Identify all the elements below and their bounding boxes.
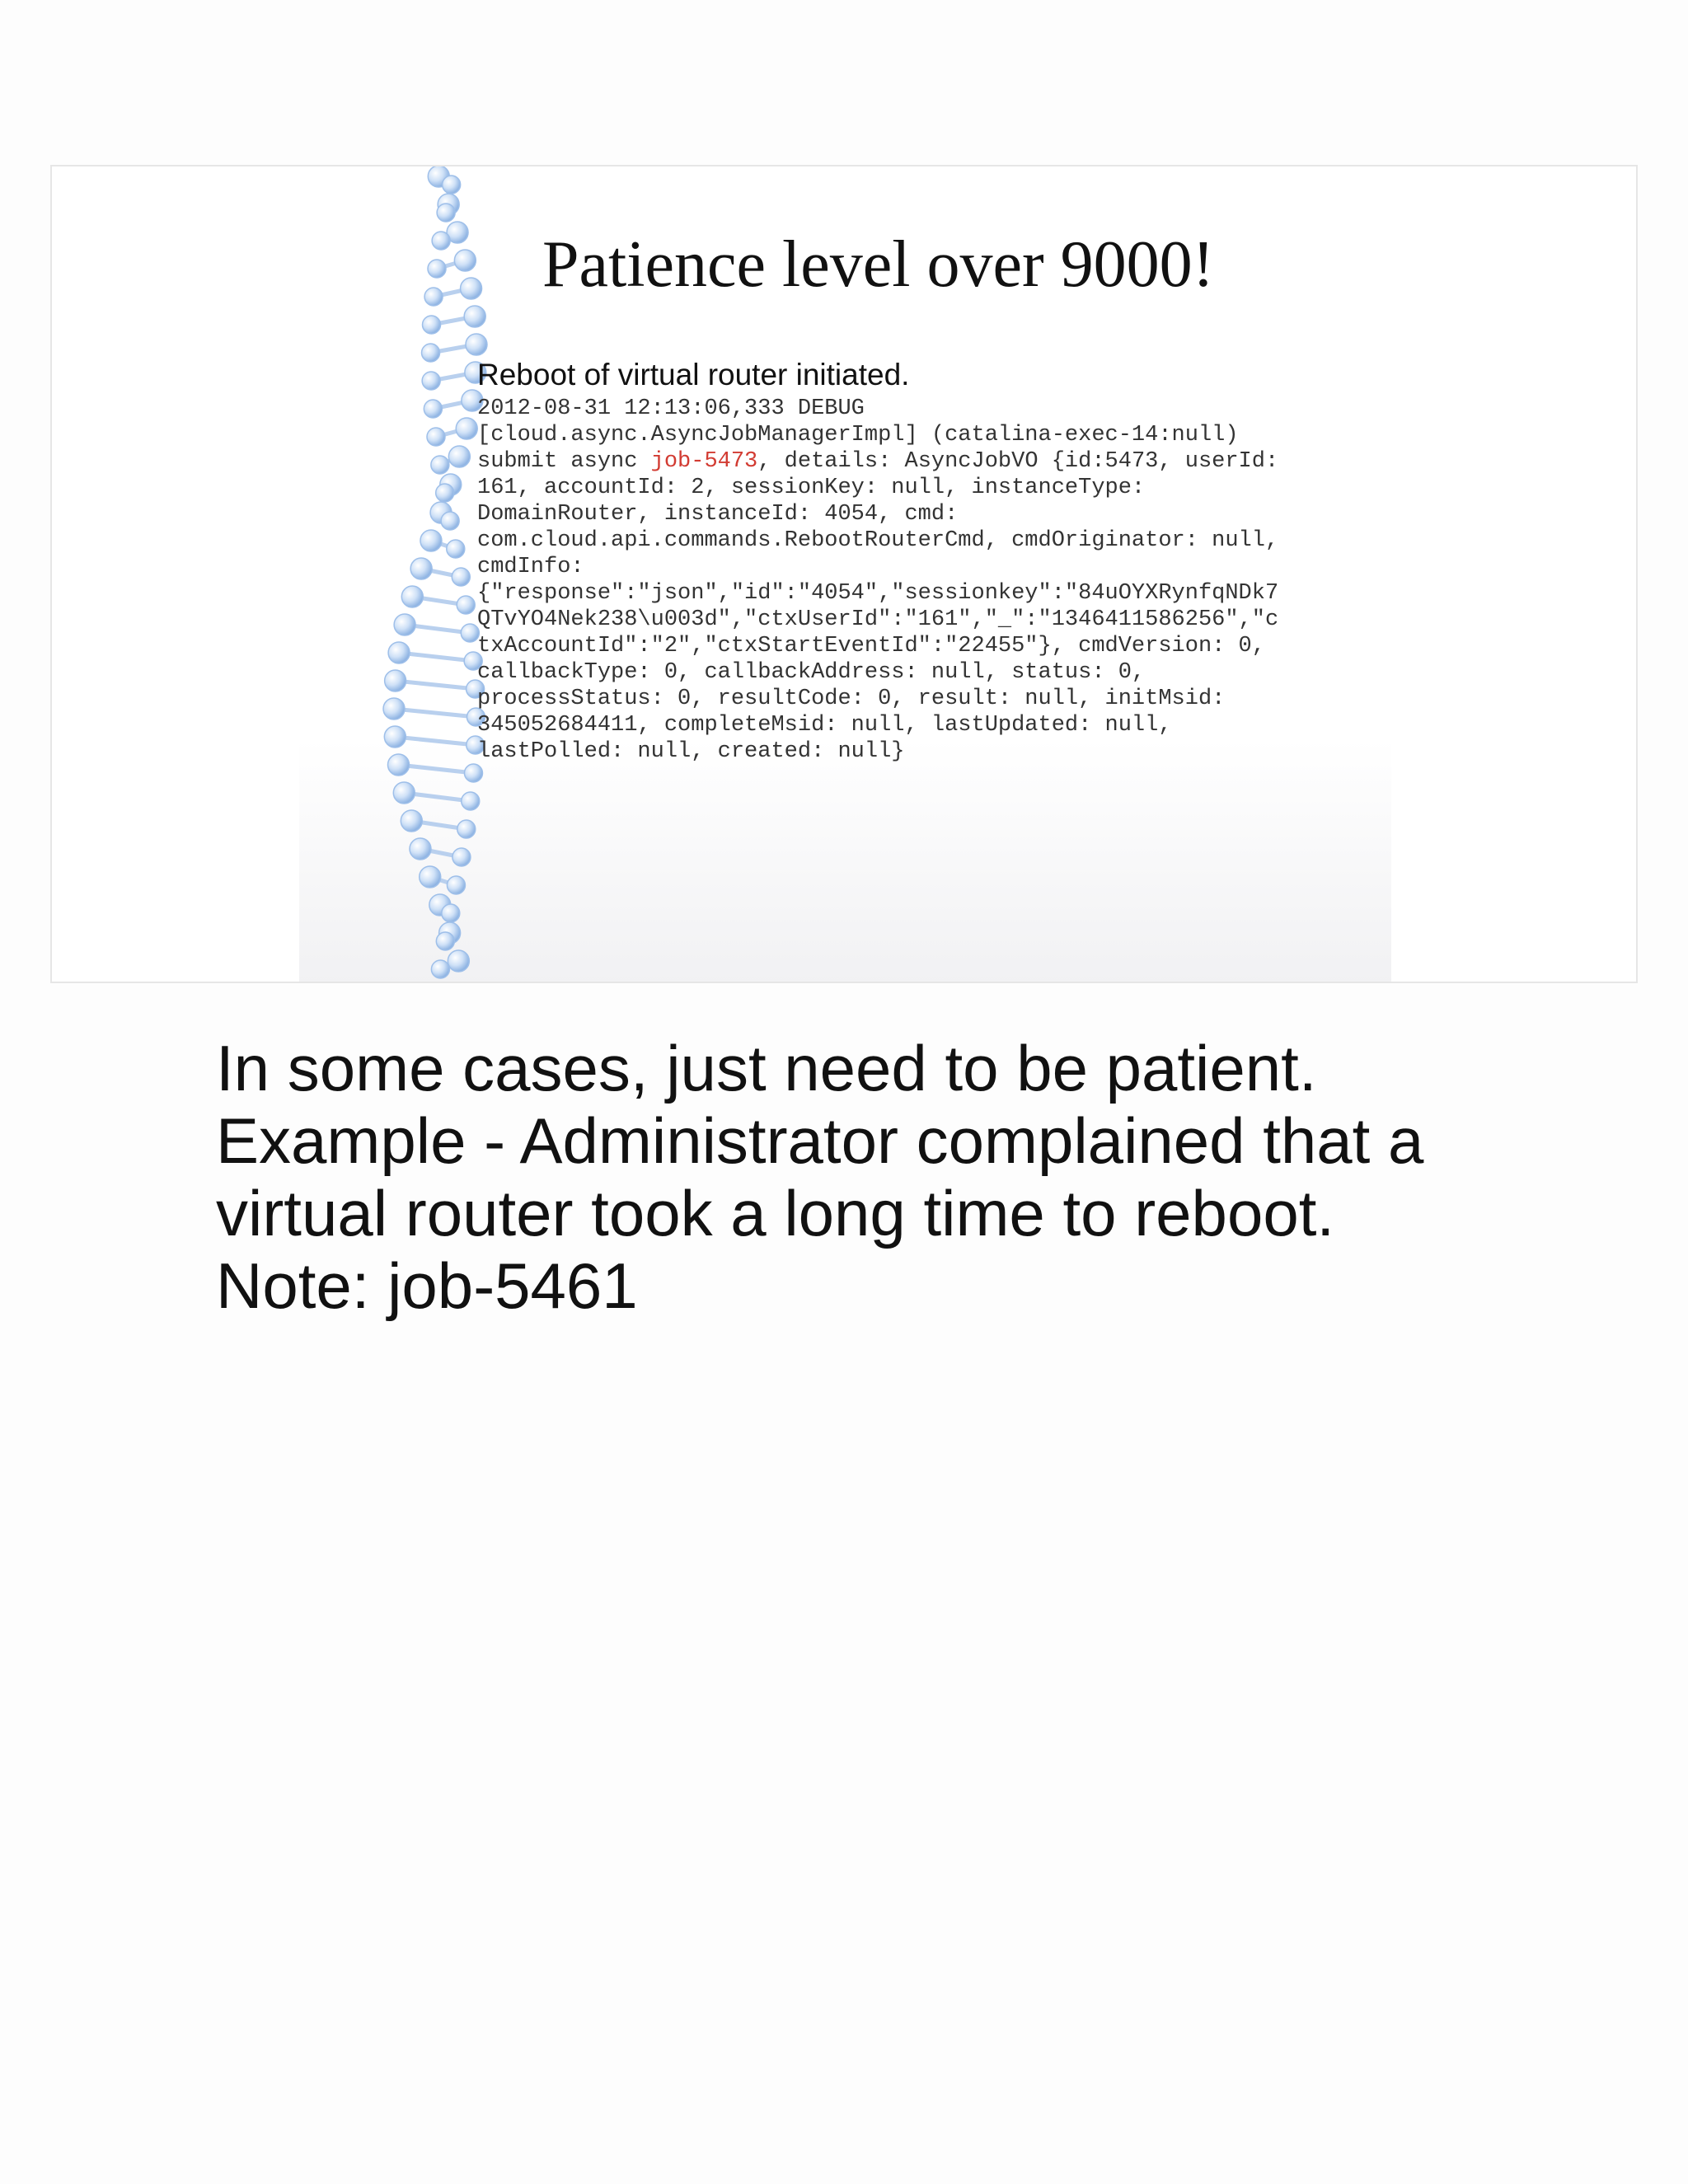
helix-node bbox=[437, 204, 455, 222]
helix-node bbox=[388, 642, 410, 663]
slide bbox=[50, 165, 1638, 983]
helix-node bbox=[466, 334, 487, 355]
helix-rung bbox=[396, 681, 476, 689]
helix-node bbox=[441, 512, 459, 530]
helix-node bbox=[456, 418, 477, 439]
helix-node bbox=[427, 428, 445, 446]
notes-line: Note: job-5461 bbox=[216, 1249, 638, 1322]
debug-log-block bbox=[477, 396, 1417, 765]
helix-node bbox=[401, 586, 423, 607]
log-line bbox=[477, 449, 1278, 474]
helix-node bbox=[424, 400, 442, 418]
log-line: DomainRouter, instanceId: 4054, cmd: bbox=[477, 502, 959, 527]
helix-node bbox=[462, 792, 480, 810]
helix-node bbox=[443, 176, 461, 194]
helix-node bbox=[452, 848, 471, 866]
helix-node bbox=[454, 250, 476, 271]
notes-line: In some cases, just need to be patient. bbox=[216, 1032, 1317, 1104]
helix-node bbox=[442, 904, 460, 922]
helix-node bbox=[431, 456, 449, 474]
helix-node bbox=[428, 260, 446, 278]
notes-line: virtual router took a long time to reboot. bbox=[216, 1177, 1335, 1249]
helix-node bbox=[410, 558, 432, 579]
helix-node bbox=[448, 446, 470, 467]
log-line: com.cloud.api.commands.RebootRouterCmd, cmdOriginator: null, bbox=[477, 528, 1279, 553]
helix-node bbox=[457, 596, 475, 614]
helix-node bbox=[436, 484, 454, 502]
helix-node bbox=[457, 820, 476, 838]
helix-node bbox=[461, 624, 479, 642]
helix-node bbox=[422, 372, 440, 390]
slide-title: Patience level over 9000! bbox=[542, 228, 1215, 301]
log-line: txAccountId":"2","ctxStartEventId":"22455"}, cmdVersion: 0, bbox=[477, 634, 1265, 658]
helix-node bbox=[447, 876, 465, 894]
helix-node bbox=[452, 568, 470, 586]
helix-node bbox=[385, 670, 406, 691]
log-line: 161, accountId: 2, sessionKey: null, instanceType: bbox=[477, 476, 1146, 500]
helix-node bbox=[384, 726, 406, 748]
helix-node bbox=[464, 764, 482, 782]
log-line: QTvYO4Nek238\u003d","ctxUserId":"161","_":"1346411586256","c bbox=[477, 607, 1279, 632]
notes-line: Example - Administrator complained that a bbox=[216, 1104, 1424, 1177]
log-text: submit async bbox=[477, 449, 651, 474]
helix-node bbox=[423, 316, 441, 334]
helix-node bbox=[464, 306, 485, 327]
helix-node bbox=[420, 530, 442, 551]
log-text: , details: AsyncJobVO {id:5473, userId: bbox=[757, 449, 1279, 474]
log-line: {"response":"json","id":"4054","sessionkey":"84uOYXRynfqNDk7 bbox=[477, 581, 1279, 606]
helix-node bbox=[432, 232, 450, 250]
helix-node bbox=[410, 838, 431, 860]
slide-subheading: Reboot of virtual router initiated. bbox=[477, 358, 910, 391]
helix-node bbox=[420, 866, 441, 888]
log-line: processStatus: 0, resultCode: 0, result: null, initMsid: bbox=[477, 687, 1226, 711]
helix-node bbox=[394, 614, 415, 635]
log-line: lastPolled: null, created: null} bbox=[477, 739, 905, 764]
log-line: cmdInfo: bbox=[477, 555, 584, 579]
log-line: 2012-08-31 12:13:06,333 DEBUG bbox=[477, 396, 865, 421]
helix-node bbox=[431, 960, 449, 978]
helix-rung bbox=[395, 737, 475, 745]
speaker-notes bbox=[216, 1032, 1617, 1322]
helix-node bbox=[436, 932, 454, 950]
helix-node bbox=[387, 754, 409, 776]
helix-node bbox=[447, 540, 465, 558]
helix-node bbox=[424, 288, 443, 306]
helix-node bbox=[393, 782, 415, 804]
helix-rung bbox=[394, 709, 476, 717]
helix-node bbox=[422, 344, 440, 362]
helix-node bbox=[448, 950, 469, 972]
log-line: [cloud.async.AsyncJobManagerImpl] (catalina-exec-14:null) bbox=[477, 423, 1239, 448]
helix-node bbox=[461, 278, 482, 299]
log-line: callbackType: 0, callbackAddress: null, status: 0, bbox=[477, 660, 1146, 685]
helix-node bbox=[383, 698, 405, 719]
log-line: 345052684411, completeMsid: null, lastUpdated: null, bbox=[477, 713, 1172, 738]
highlighted-job-id: job-5473 bbox=[650, 449, 758, 474]
helix-node bbox=[401, 810, 422, 832]
